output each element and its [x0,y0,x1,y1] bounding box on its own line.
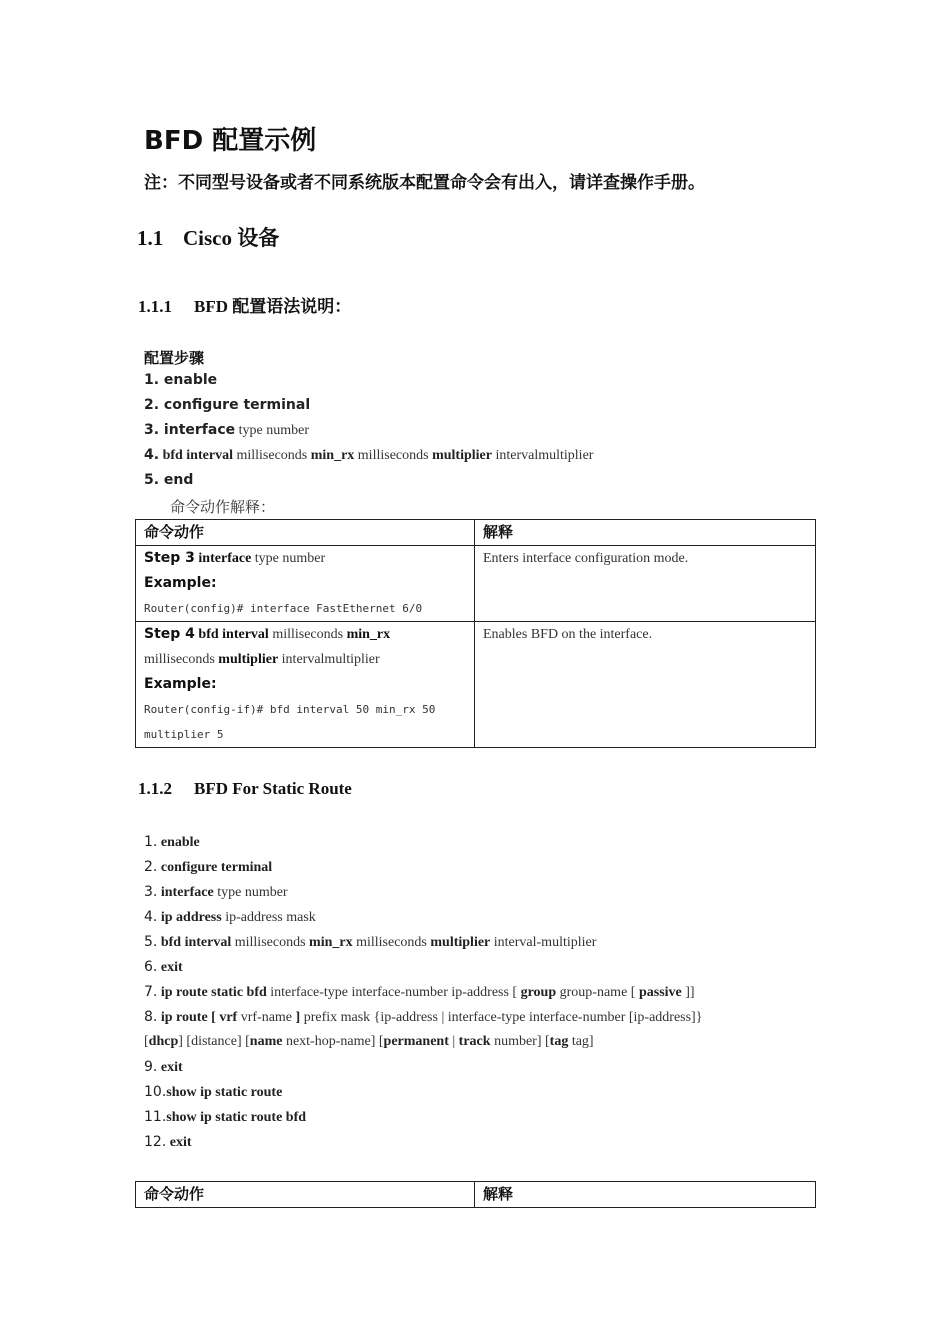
step-argument: [ [144,1034,149,1049]
table-header-row [136,520,816,546]
document-title: BFD 配置示例 [144,126,317,156]
step-command: 5. end [144,472,194,488]
step-argument: next-hop-name] [ [285,1034,384,1049]
step-argument: type number [238,423,309,438]
cmd-argument: milliseconds [144,652,215,667]
step-number: 12. [144,1134,167,1150]
step-line [144,1009,702,1026]
step-line [144,1134,192,1151]
step-line [144,447,593,464]
section-heading-1-1-2 [138,779,352,799]
step-line [144,472,193,489]
step-argument: number] [ [494,1034,550,1049]
step-line [144,372,217,389]
step-keyword: interface [160,885,214,900]
table-cell-command [136,622,475,748]
step-keyword: enable [160,835,200,850]
step-keyword: min_rx [310,448,355,463]
step-line [144,934,596,951]
step-keyword: dhcp [148,1034,179,1049]
step-keyword: ip route [ [160,1010,216,1025]
step-keyword: exit [160,1060,183,1075]
step-argument: milliseconds [356,935,427,950]
step-argument: tag] [571,1034,594,1049]
section-heading-1-1 [137,222,279,252]
step-number: 4. [144,909,158,925]
step-keyword: ip route static bfd [160,985,267,1000]
table-header-explanation: 解释 [475,520,816,546]
step-line [144,984,695,1001]
step-number: 1. [144,834,158,850]
step-keyword: ip address [160,910,222,925]
step-number: 11. [144,1109,167,1125]
cmd-keyword: min_rx [346,627,391,642]
step-line [144,884,288,901]
section-number: 1.1 [137,226,164,250]
explanation-text: Enables BFD on the interface. [483,627,653,642]
step-argument: group-name [ [559,985,636,1000]
step-keyword: show ip static route bfd [166,1110,307,1125]
table-row [136,622,816,748]
example-label: Example: [144,676,217,692]
step-keyword: passive [638,985,682,1000]
example-label: Example: [144,575,217,591]
section-heading-1-1-1 [138,292,351,317]
table-cell-explanation [475,546,816,622]
step-keyword: group [520,985,557,1000]
step-number: 9. [144,1059,158,1075]
cmd-argument: type number [254,551,326,566]
step-argument: interface-type interface-number ip-address [ [270,985,518,1000]
step-number: 7. [144,984,158,1000]
step-argument: ]] [685,985,695,1000]
table-header-explanation: 解释 [475,1182,816,1208]
step-argument: | [452,1034,456,1049]
steps-title: 配置步骤 [144,349,205,367]
step-keyword: bfd interval [162,448,233,463]
command-table [135,519,816,748]
explanation-text: Enters interface configuration mode. [483,551,689,566]
step-line [144,959,183,976]
table-header-command: 命令动作 [136,520,475,546]
example-code: multiplier 5 [144,728,224,741]
table-header-command: 命令动作 [136,1182,475,1208]
example-code: Router(config)# interface FastEthernet 6/0 [144,602,423,615]
step-label: Step 3 [144,550,195,566]
step-keyword: exit [160,960,183,975]
step-number: 8. [144,1009,158,1025]
step-label: Step 4 [144,626,195,642]
step-keyword: bfd interval [160,935,232,950]
step-keyword: multiplier [430,935,491,950]
step-argument: intervalmultiplier [495,448,594,463]
step-line [144,422,309,439]
step-keyword: configure terminal [160,860,273,875]
step-line-continued [144,1034,594,1050]
step-argument: prefix mask {ip-address | interface-type interface-number [ip-address]} [303,1010,703,1025]
static-route-table [135,1181,816,1208]
step-keyword: track [458,1034,491,1049]
section-title: BFD For Static Route [194,779,352,798]
step-number: 10. [144,1084,167,1100]
step-number: 6. [144,959,158,975]
step-argument: milliseconds [236,448,308,463]
step-line [144,909,316,926]
cmd-keyword: interface [198,551,252,566]
step-keyword: min_rx [309,935,353,950]
step-keyword: tag [549,1034,569,1049]
step-keyword: name [249,1034,283,1049]
table-cell-explanation [475,622,816,748]
step-line [144,834,200,851]
step-keyword: exit [169,1135,192,1150]
table-cell-command [136,546,475,622]
table-row [136,546,816,622]
step-keyword: permanent [383,1034,449,1049]
section-number: 1.1.2 [138,779,172,798]
example-code: Router(config-if)# bfd interval 50 min_rx 50 [144,703,436,716]
step-keyword: show ip static route [166,1085,283,1100]
step-number: 4. [144,447,160,463]
step-line [144,397,310,414]
step-keyword: vrf [219,1010,238,1025]
step-argument: interval-multiplier [493,935,597,950]
step-command: 3. interface [144,422,236,438]
step-argument: milliseconds [234,935,306,950]
cmd-argument: intervalmultiplier [281,652,380,667]
table-header-row [136,1182,816,1208]
step-line [144,1059,183,1076]
cmd-argument: milliseconds [272,627,344,642]
step-argument: ] [distance] [ [178,1034,250,1049]
step-argument: type number [217,885,288,900]
step-keyword: multiplier [432,448,492,463]
step-command: 1. enable [144,372,218,388]
cmd-keyword: bfd interval [198,627,269,642]
note-text: 注：不同型号设备或者不同系统版本配置命令会有出入，请详查操作手册。 [144,173,705,193]
step-number: 3. [144,884,158,900]
step-line [144,1109,306,1126]
step-argument: ip-address mask [225,910,316,925]
step-command: 2. configure terminal [144,397,311,413]
step-argument: milliseconds [357,448,429,463]
explain-label: 命令动作解释： [170,498,276,516]
step-number: 2. [144,859,158,875]
step-line [144,1084,282,1101]
step-line [144,859,272,876]
step-keyword: ] [295,1010,301,1025]
section-title: BFD 配置语法说明： [194,297,352,316]
cmd-keyword: multiplier [218,652,279,667]
step-argument: vrf-name [240,1010,293,1025]
section-number: 1.1.1 [138,297,172,316]
step-number: 5. [144,934,158,950]
section-title: Cisco 设备 [183,226,280,250]
